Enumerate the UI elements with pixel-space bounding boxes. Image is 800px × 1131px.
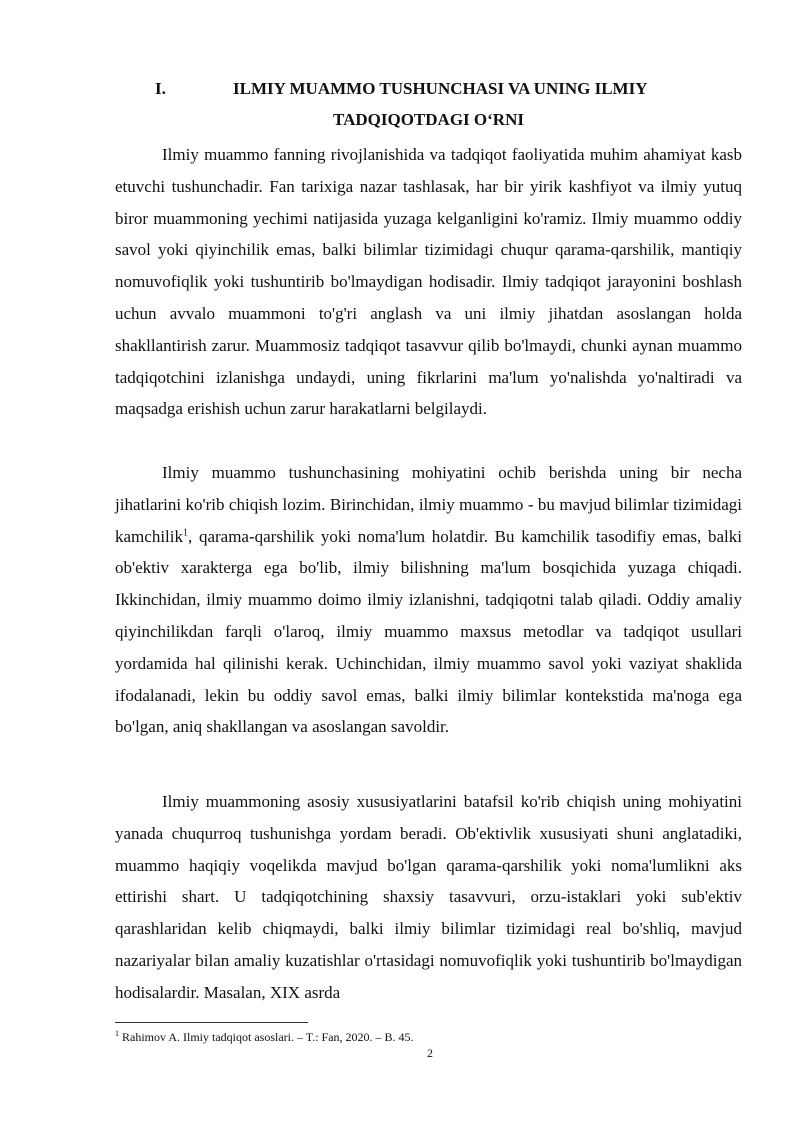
section-heading-line-1 [115, 73, 742, 105]
paragraph-3: Ilmiy muammoning asosiy xususiyatlarini batafsil ko'rib chiqish uning mohiyatini yanada chuqurroq tushunishga yordam beradi. Ob'ektivlik xususiyati shuni anglatadiki, muammo haqiqiy voqelikda mavjud bo'lgan qarama-qarshilik yoki noma'lumlikni aks ettirishi shart. U tadqiqotchining shaxsiy tasavvuri, orzu-istaklari yoki sub'ektiv qarashlaridan kelib chiqmaydi, balki ilmiy bilimlar tizimidagi real bo'shliq, mavjud nazariyalar bilan amaliy kuzatishlar o'rtasidagi nomuvofiqlik yoki tushuntirib bo'lmaydigan hodisalardir. Masalan, XIX asrda [115, 792, 742, 1002]
paragraph-2 [115, 457, 742, 743]
paragraph-1: Ilmiy muammo fanning rivojlanishida va tadqiqot faoliyatida muhim ahamiyat kasb etuvchi tushunchadir. Fan tarixiga nazar tashlasak, har bir yirik kashfiyot va ilmiy yutuq biror muammoning yechimi natijasida yuzaga kelganligini ko'ramiz. Ilmiy muammo oddiy savol yoki qiyinchilik emas, balki bilimlar tizimidagi chuqur qarama-qarshilik, mantiqiy nomuvofiqlik yoki tushuntirib bo'lmaydigan hodisadir. Ilmiy tadqiqot jarayonini boshlash uchun avvalo muammoni to'g'ri anglash va uni ilmiy jihatdan asoslangan holda shakllantirish zarur. Muammosiz tadqiqot tasavvur qilib bo'lmaydi, chunki aynan muammo tadqiqotchini izlanishga undaydi, uning fikrlarini ma'lum yo'nalishda yo'naltiradi va maqsadga erishish uchun zarur harakatlarni belgilaydi. [115, 145, 742, 419]
section-title-part-1: ILMIY MUAMMO TUSHUNCHASI VA UNING ILMIY [233, 79, 648, 98]
footnote-text: Rahimov A. Ilmiy tadqiqot asoslari. – T.: Fan, 2020. – B. 45. [119, 1030, 414, 1044]
paragraph-2-text-end: , qarama-qarshilik yoki noma'lum holatdir. Bu kamchilik tasodifiy emas, balki ob'ektiv xarakterga ega bo'lib, ilmiy bilishning ma'lum bosqichida yuzaga chiqadi. Ikkinchidan, ilmiy muammo doimo ilmiy izlanishni, tadqiqotni talab qiladi. Oddiy amaliy qiyinchilikdan farqli o'laroq, ilmiy muammo maxsus metodlar va tadqiqot usullari yordamida hal qilinishi kerak. Uchinchidan, ilmiy muammo savol yoki vaziyat shaklida ifodalanadi, lekin bu oddiy savol emas, balki ilmiy bilimlar kontekstida ma'noga ega bo'lgan, aniq shakllangan va asoslangan savoldir. [115, 526, 742, 737]
footnote-marker: 1 [115, 1029, 119, 1038]
footnote [115, 1029, 742, 1045]
section-title-part-2: TADQIQOTDAGI O‘RNI [333, 110, 524, 129]
section-number: I. [155, 79, 166, 98]
paragraph-2-text-start: Ilmiy muammo tushunchasining mohiyatini ochib berishda uning bir necha jihatlarini ko'rib chiqish lozim. Birinchidan, ilmiy muammo - bu mavjud bilimlar tizimidagi kamchilik [115, 463, 742, 546]
footnote-reference[interactable]: 1 [182, 526, 188, 538]
page-number: 2 [427, 1046, 433, 1060]
footnote-separator [115, 1022, 308, 1023]
